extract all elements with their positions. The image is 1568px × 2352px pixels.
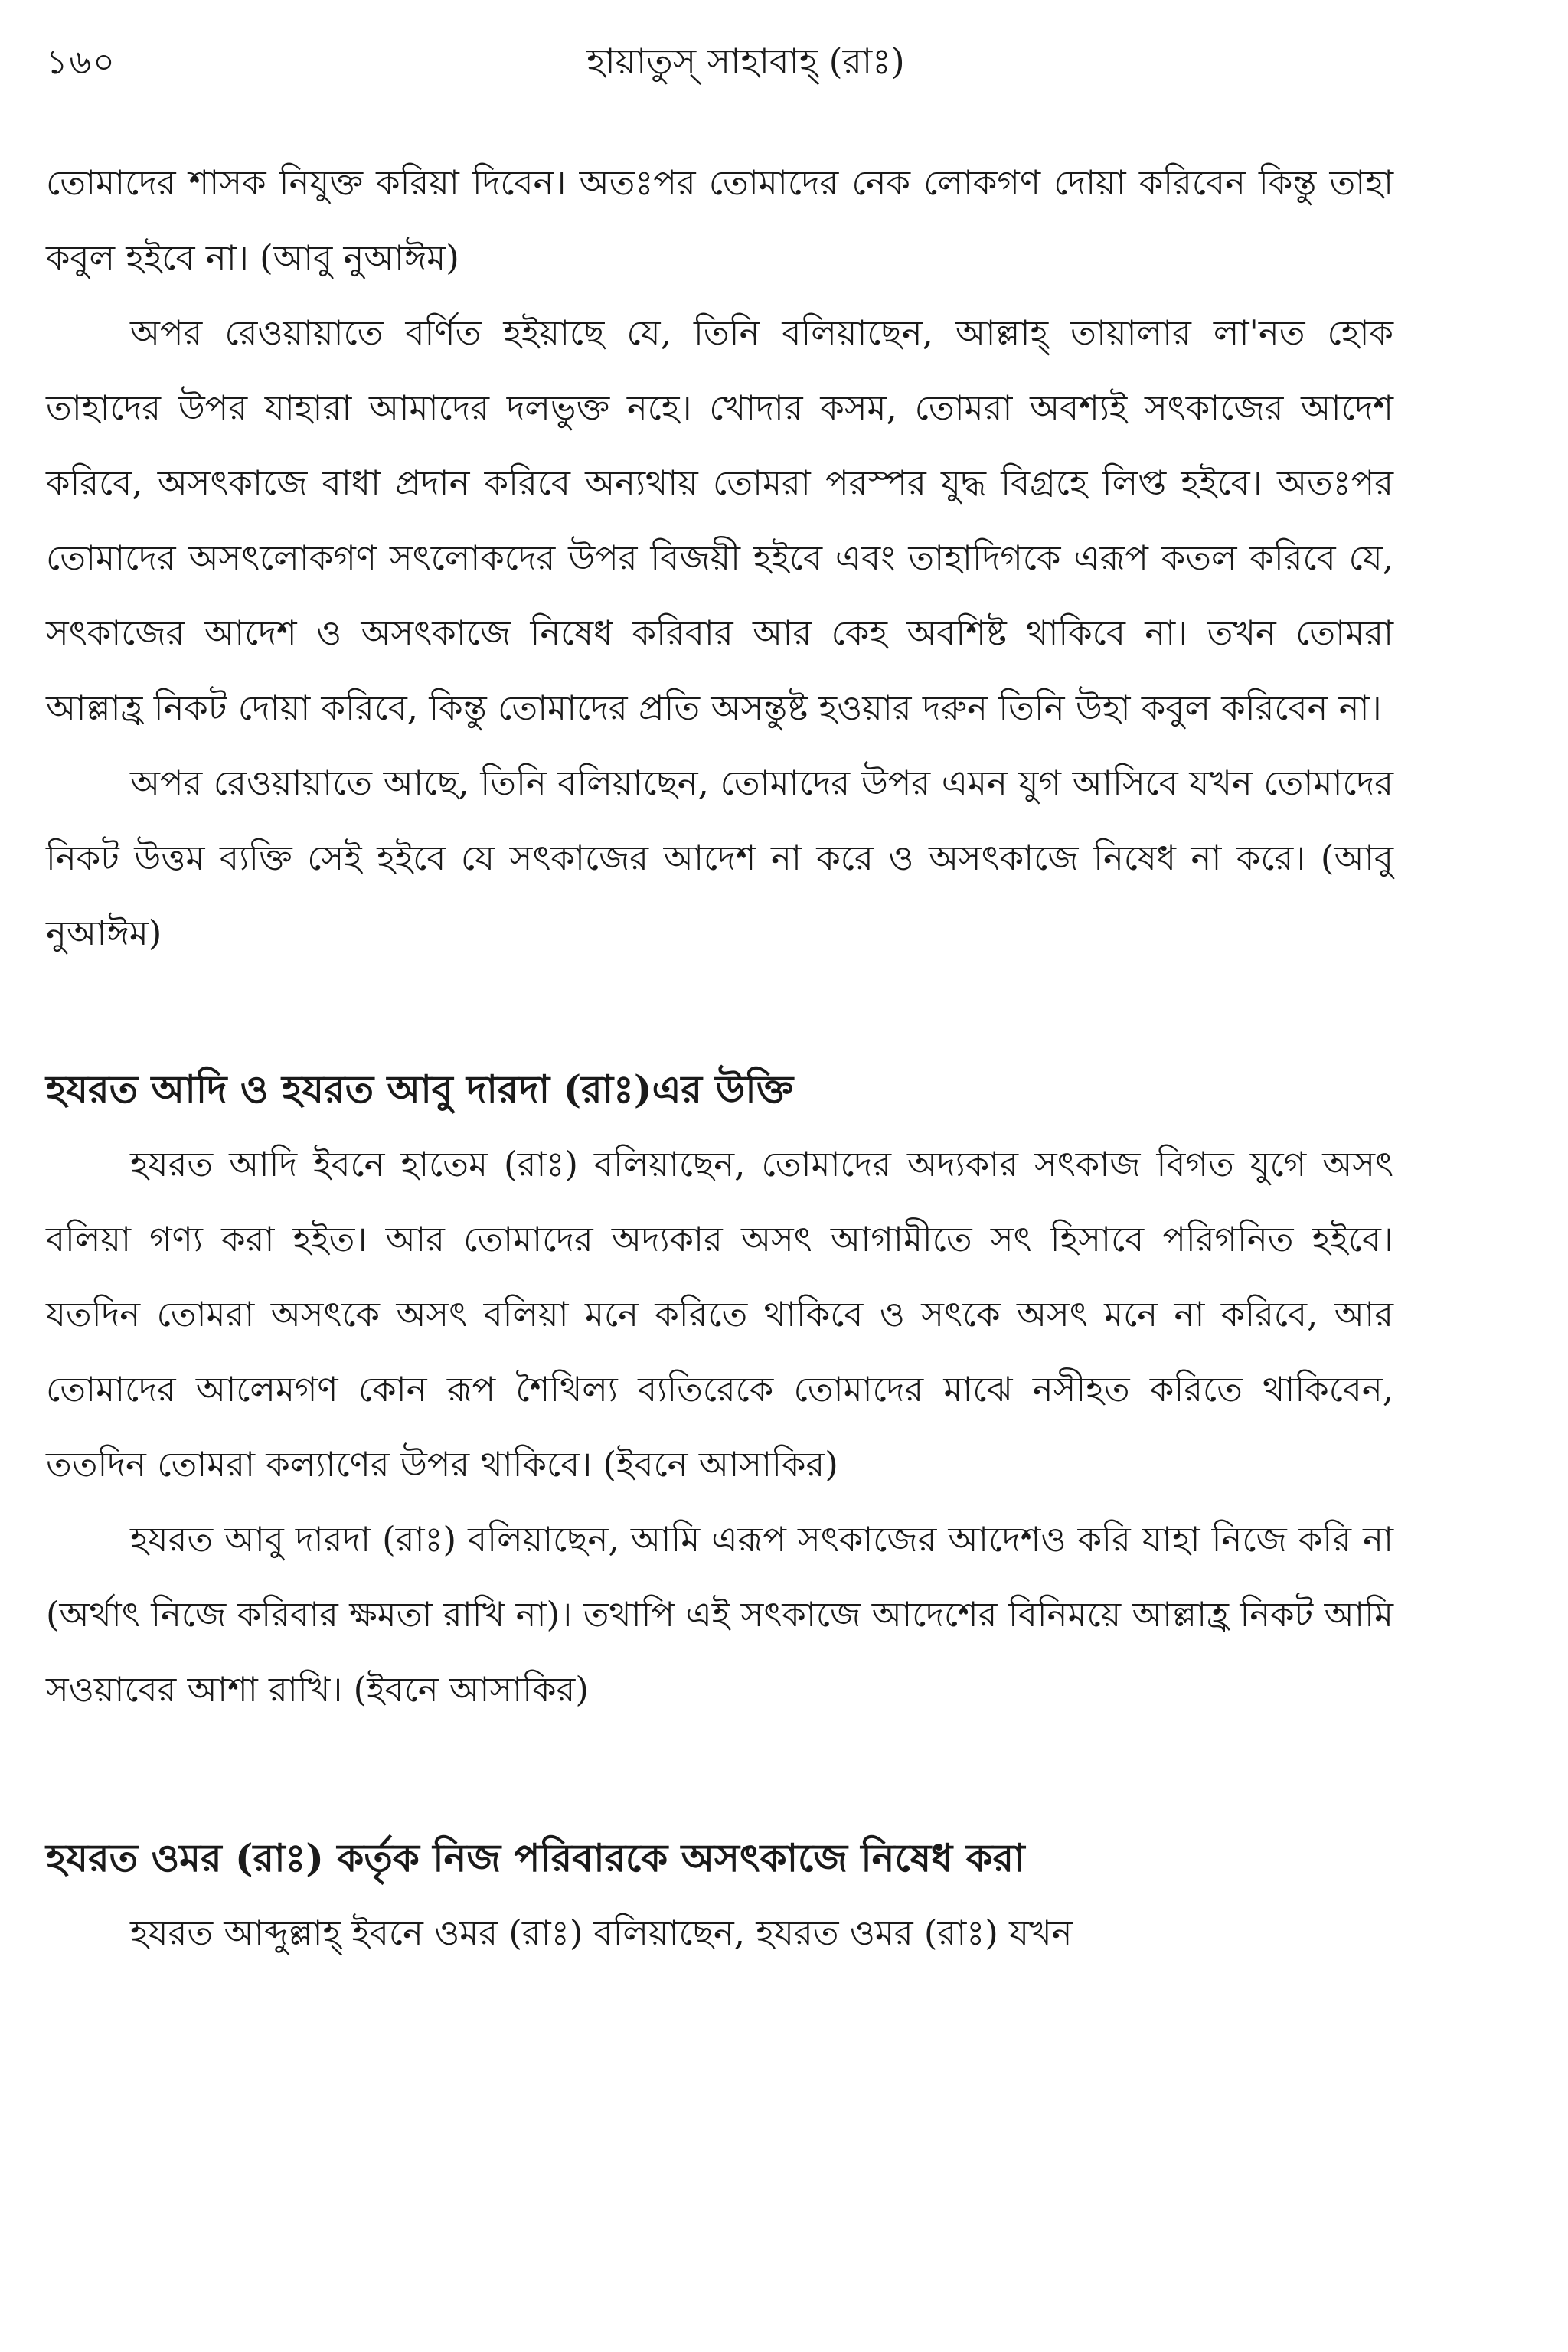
paragraph-continuation: তোমাদের শাসক নিযুক্ত করিয়া দিবেন। অতঃপর তোমাদের নেক লোকগণ দোয়া করিবেন কিন্তু তাহা কবুল হইবে না। (আবু নুআঈম) xyxy=(46,162,1393,278)
paragraph-curse-narration: অপর রেওয়ায়াতে বর্ণিত হইয়াছে যে, তিনি বলিয়াছেন, আল্লাহ্ তায়ালার লা'নত হোক তাহাদের উপর যাহারা আমাদের দলভুক্ত নহে। খোদার কসম, তোমরা অবশ্যই সৎকাজের আদেশ করিবে, অসৎকাজে বাধা প্রদান করিবে অন্যথায় তোমরা পরস্পর যুদ্ধ বিগ্রহে লিপ্ত হইবে। অতঃপর তোমাদের অসৎলোকগণ সৎলোকদের উপর বিজয়ী হইবে এবং তাহাদিগকে এরূপ কতল করিবে যে, সৎকাজের আদেশ ও অসৎকাজে নিষেধ করিবার আর কেহ অবশিষ্ট থাকিবে না। তখন তোমরা আল্লাহ্র নিকট দোয়া করিবে, কিন্তু তোমাদের প্রতি অসন্তুষ্ট হওয়ার দরুন তিনি উহা কবুল করিবেন না। xyxy=(46,312,1393,728)
section-heading-umar-family: হযরত ওমর (রাঃ) কর্তৃক নিজ পরিবারকে অসৎকাজে নিষেধ করা xyxy=(46,1835,1025,1880)
paragraph-adi-quote: হযরত আদি ইবনে হাতেম (রাঃ) বলিয়াছেন, তোমাদের অদ্যকার সৎকাজ বিগত যুগে অসৎ বলিয়া গণ্য করা হইত। আর তোমাদের অদ্যকার অসৎ আগামীতে সৎ হিসাবে পরিগনিত হইবে। যতদিন তোমরা অসৎকে অসৎ বলিয়া মনে করিতে থাকিবে ও সৎকে অসৎ মনে না করিবে, আর তোমাদের আলেমগণ কোন রূপ শৈথিল্য ব্যতিরেকে তোমাদের মাঝে নসীহত করিতে থাকিবেন, ততদিন তোমরা কল্যাণের উপর থাকিবে। (ইবনে আসাকির) xyxy=(46,1144,1393,1485)
paragraph-era-narration: অপর রেওয়ায়াতে আছে, তিনি বলিয়াছেন, তোমাদের উপর এমন যুগ আসিবে যখন তোমাদের নিকট উত্তম ব্যক্তি সেই হইবে যে সৎকাজের আদেশ না করে ও অসৎকাজে নিষেধ না করে। (আবু নুআঈম) xyxy=(46,763,1393,953)
book-title: হায়াতুস্ সাহাবাহ্ (রাঃ) xyxy=(586,41,905,82)
running-header xyxy=(46,28,1446,96)
page-number: ১৬০ xyxy=(46,43,116,82)
section-heading-adi-abu-darda: হযরত আদি ও হযরত আবু দারদা (রাঃ)এর উক্তি xyxy=(46,1067,794,1112)
section-spacer xyxy=(46,971,1393,1052)
page-body xyxy=(46,145,1393,1971)
paragraph-umar-narration: হযরত আব্দুল্লাহ্ ইবনে ওমর (রাঃ) বলিয়াছেন, হযরত ওমর (রাঃ) যখন xyxy=(130,1913,1073,1953)
section-spacer xyxy=(46,1727,1393,1821)
paragraph-abu-darda-quote: হযরত আবু দারদা (রাঃ) বলিয়াছেন, আমি এরূপ সৎকাজের আদেশও করি যাহা নিজে করি না (অর্থাৎ নিজে করিবার ক্ষমতা রাখি না)। তথাপি এই সৎকাজে আদেশের বিনিময়ে আল্লাহ্র নিকট আমি সওয়াবের আশা রাখি। (ইবনে আসাকির) xyxy=(46,1519,1393,1710)
